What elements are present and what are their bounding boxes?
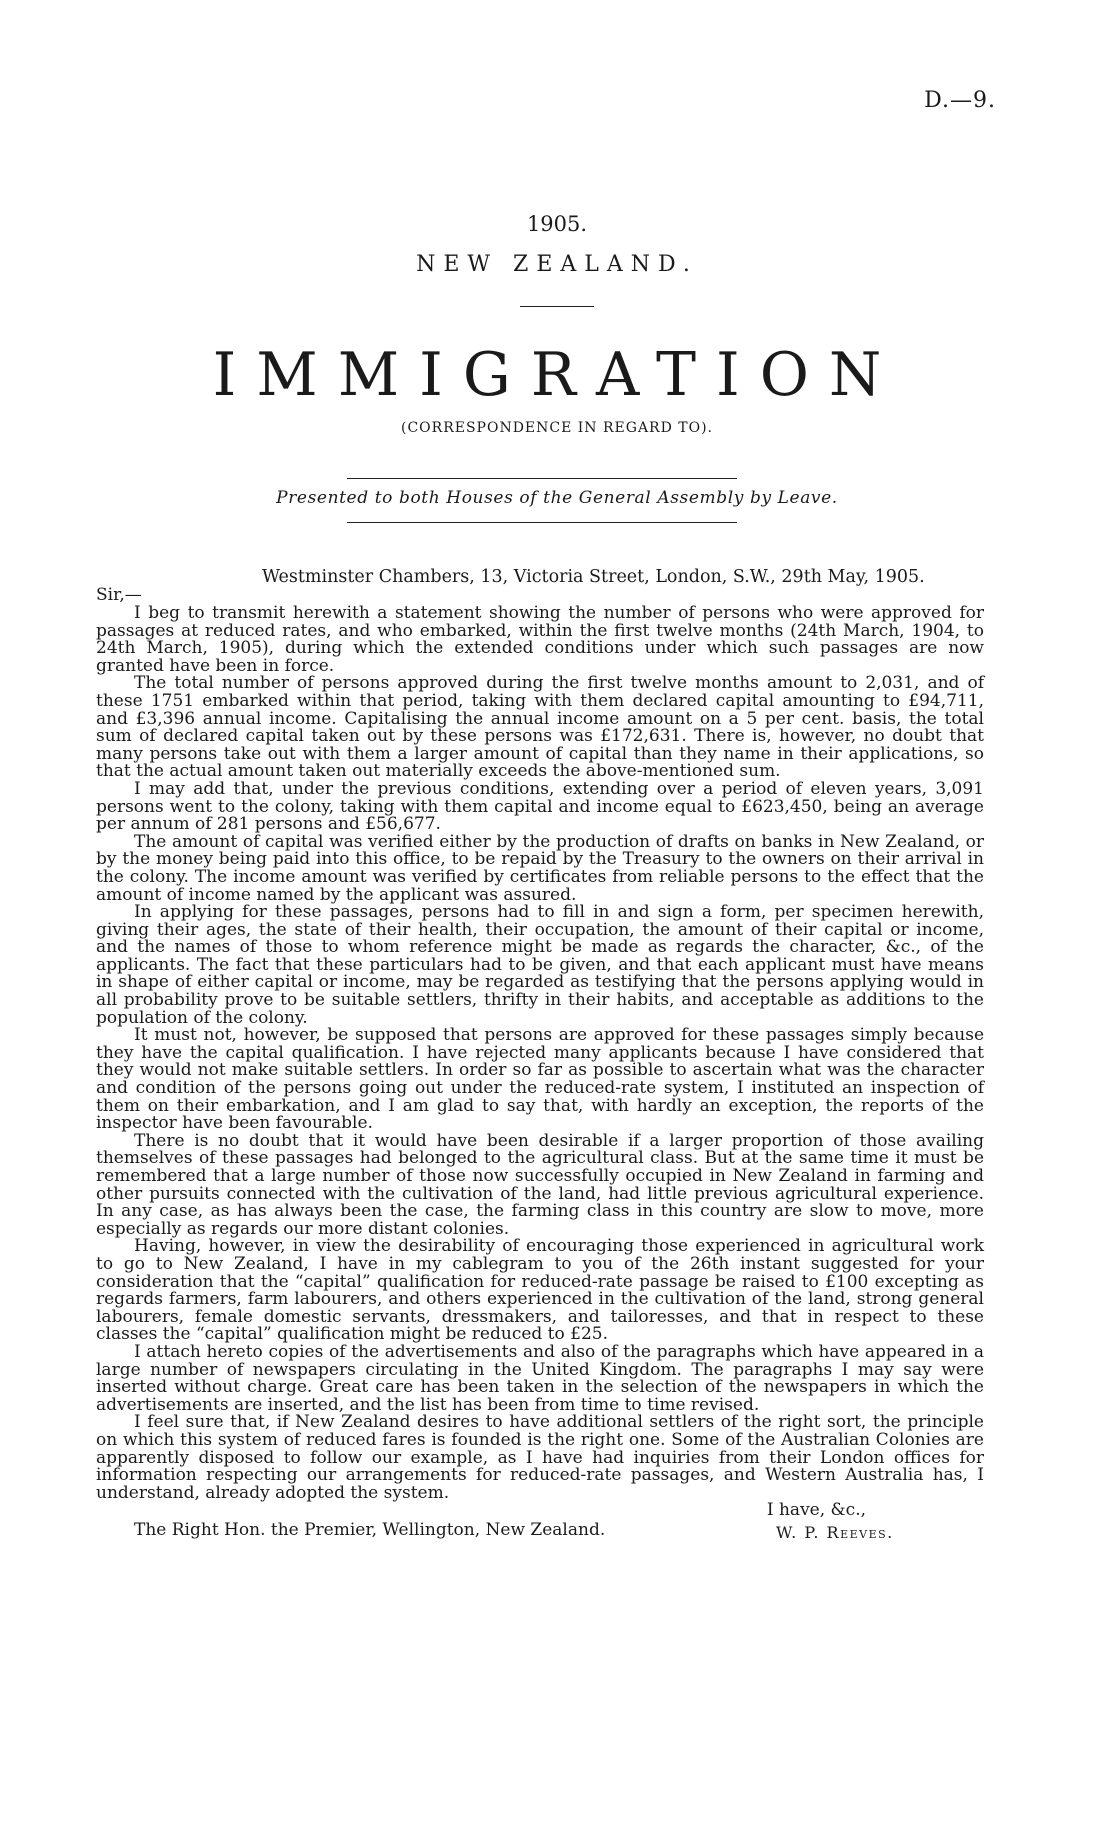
letter-signature: W. P. Reeves. — [776, 1523, 894, 1543]
letter-paragraph: It must not, however, be supposed that persons are approved for these passages simply because they have the capital qualification. I have rejected many applicants because I have considered that they would not make suitable settlers. In order so far as possible to ascertain what was the character and condition of the persons going out under the reduced-rate system, I instituted an inspection of them on their embarkation, and I am glad to say that, with hardly an exception, the reports of the inspector have been favourable. — [96, 1025, 984, 1134]
letter-addressee: The Right Hon. the Premier, Wellington, New Zealand. — [134, 1520, 606, 1541]
letter-paragraph: The total number of persons approved during the first twelve months amount to 2,031, and of these 1751 embarked within that period, taking with them declared capital amounting to £94,711, and £3,396 annual income. Capitalising the annual income amount on a 5 per cent. basis, the total sum of declared capital taken out by these persons was £172,631. There is, however, no doubt that many persons take out with them a larger amount of capital than they name in their applications, so that the actual amount taken out materially exceeds the above-mentioned sum. — [96, 673, 984, 782]
letter-paragraph: I attach hereto copies of the advertisements and also of the paragraphs which have appeared in a large number of newspapers circulating in the United Kingdom. The paragraphs I may say were inserted without charge. Great care has been taken in the selection of the newspapers in which the advertisements are inserted, and the list has been from time to time revised. — [96, 1341, 984, 1415]
letter-closing: I have, &c., — [766, 1500, 866, 1521]
country-heading: NEW ZEALAND. — [416, 252, 698, 277]
letter-paragraph: I feel sure that, if New Zealand desires to have additional settlers of the right sort, the principle on which this system of reduced fares is founded is the right one. Some of the Australian Colonies are apparently disposed to follow our example, as I have had inquiries from their London offices for information respecting our arrangements for reduced-rate passages, and Western Australia has, I understand, already adopted the system. — [96, 1412, 984, 1503]
document-subtitle: (CORRESPONDENCE IN REGARD TO). — [401, 420, 713, 436]
divider-rule-upper — [347, 478, 737, 479]
letter-paragraph: In applying for these passages, persons had to fill in and sign a form, per specimen herewith, giving their ages, the state of their health, their occupation, the amount of their capital or income, and the names of those to whom reference might be made as regards the character, &c., of the applicants. The fact that these particulars had to be given, and that each applicant must have means in shape of either capital or income, may be regarded as testifying that the persons applying would in all probability prove to be suitable settlers, thrifty in their habits, and acceptable as additions to the population of the colony. — [96, 902, 984, 1028]
letter-salutation: Sir,— — [96, 585, 142, 605]
letter-paragraph: There is no doubt that it would have been desirable if a larger proportion of those availing themselves of these passages had belonged to the agricultural class. But at the same time it must be remembered that a large number of those now successfully occupied in New Zealand in farming and other pursuits connected with the cultivation of the land, had little previous agricultural experience. In any case, as has always been the case, the farming class in this country are slow to move, more especially as regards our more distant colonies. — [96, 1130, 984, 1239]
letter-paragraph: I may add that, under the previous conditions, extending over a period of eleven years, 3,091 persons went to the colony, taking with them capital and income equal to £623,450, being an average per annum of 281 persons and £56,677. — [96, 778, 984, 835]
divider-rule — [520, 306, 594, 307]
letter-address: Westminster Chambers, 13, Victoria Street, London, S.W., 29th May, 1905. — [262, 567, 925, 587]
closing-row — [96, 1502, 984, 1520]
divider-rule-lower — [347, 522, 737, 523]
signoff-row — [96, 1522, 984, 1542]
document-title: IMMIGRATION — [212, 340, 902, 410]
letter-paragraph: I beg to transmit herewith a statement showing the number of persons who were approved for passages at reduced rates, and who embarked, within the first twelve months (24th March, 1904, to 24th March, 1905), during which the extended conditions under which such passages are now granted have been in force. — [96, 603, 984, 676]
presented-line: Presented to both Houses of the General Assembly by Leave. — [276, 488, 838, 508]
letter-paragraph: The amount of capital was verified either by the production of drafts on banks in New Zealand, or by the money being paid into this office, to be repaid by the Treasury to the owners on their arrival in the colony. The income amount was verified by certificates from reliable persons to the effect that the amount of income named by the applicant was assured. — [96, 831, 984, 905]
document-year: 1905. — [526, 212, 588, 236]
letter-body — [96, 605, 984, 1542]
page-reference: D.—9. — [924, 88, 996, 113]
letter-paragraph: Having, however, in view the desirability of encouraging those experienced in agricultural work to go to New Zealand, I have in my cablegram to you of the 26th instant suggested for your consideration that the “capital” qualification for reduced-rate passage be raised to £100 excepting as regards farmers, farm labourers, and others experienced in the cultivation of the land, strong general labourers, female domestic servants, dressmakers, and tailoresses, and that in respect to these classes the “capital” qualification might be reduced to £25. — [96, 1236, 984, 1345]
